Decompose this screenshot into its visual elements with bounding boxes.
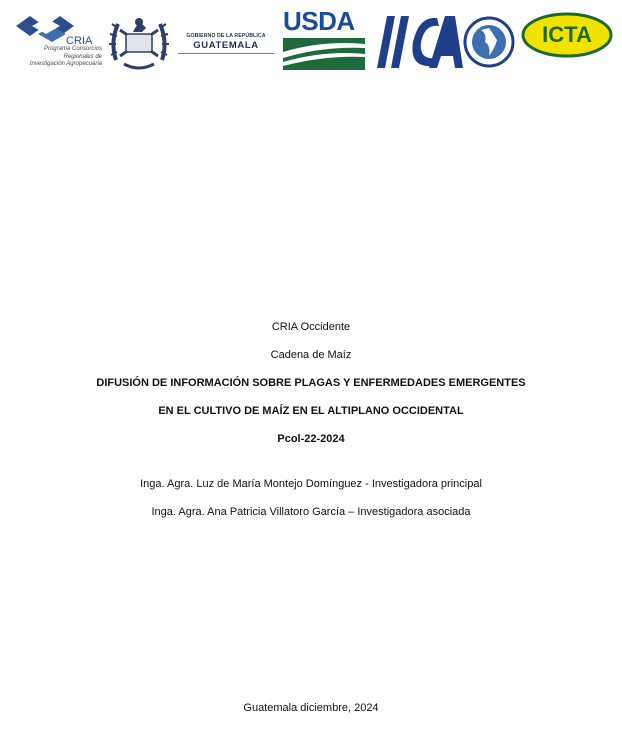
- project-code: Pcol-22-2024: [277, 433, 345, 445]
- place-date: Guatemala diciembre, 2024: [243, 702, 379, 714]
- value-chain: Cadena de Maíz: [270, 349, 352, 361]
- coat-of-arms-icon: [106, 8, 172, 74]
- guatemala-coat-of-arms: [106, 8, 172, 74]
- researcher-associate: Inga. Agra. Ana Patricia Villatoro García – Investigadora asociada: [151, 506, 471, 518]
- logo-bar: [0, 0, 622, 80]
- cria-caption-line: Regionales de: [63, 53, 102, 60]
- iica-logo: [375, 12, 515, 72]
- usda-wordmark: USDA: [283, 6, 355, 36]
- gobierno-guatemala-logo: [178, 33, 274, 54]
- gobierno-underline: [178, 53, 274, 54]
- unit-name: CRIA Occidente: [271, 321, 351, 333]
- cria-name: CRIA: [66, 35, 93, 47]
- icta-wordmark: ICTA: [542, 22, 592, 47]
- usda-logo: [283, 38, 365, 70]
- usda-field-icon: [283, 38, 365, 70]
- title-line-2: EN EL CULTIVO DE MAÍZ EN EL ALTIPLANO OCCIDENTAL: [158, 405, 464, 417]
- cria-caption: [10, 46, 102, 69]
- researcher-principal: Inga. Agra. Luz de María Montejo Domínguez - Investigadora principal: [140, 478, 482, 490]
- title-line-1: DIFUSIÓN DE INFORMACIÓN SOBRE PLAGAS Y ENFERMEDADES EMERGENTES: [96, 377, 526, 389]
- gobierno-label: GOBIERNO DE LA REPÚBLICA: [186, 33, 266, 39]
- iica-wordmark-icon: [375, 12, 515, 72]
- cria-caption-line: Investigación Agropecuaria: [29, 61, 102, 67]
- cria-caption-line: Programa Consorcios: [43, 46, 102, 52]
- guatemala-label: GUATEMALA: [193, 40, 259, 51]
